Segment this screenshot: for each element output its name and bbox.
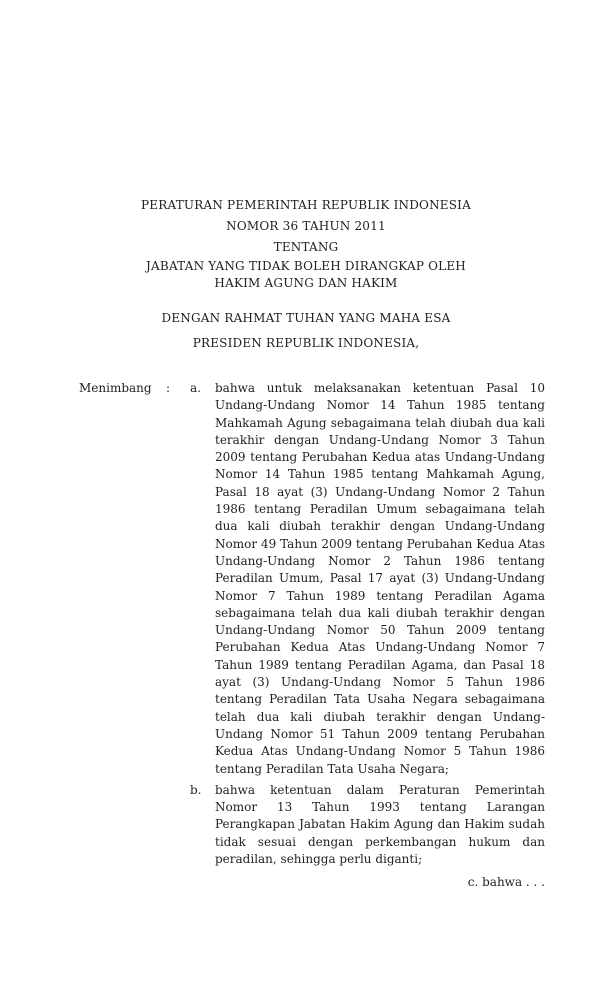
considerations-section (0, 380, 612, 868)
regulation-subject-line-1: JABATAN YANG TIDAK BOLEH DIRANGKAP OLEH (146, 259, 466, 273)
consideration-item-a (79, 380, 545, 778)
consideration-text-b: bahwa ketentuan dalam Peraturan Pemerintah Nomor 13 Tahun 1993 tentang Larangan Perangkapan Jabatan Hakim Agung dan Hakim sudah tidak sesuai dengan perkembangan hukum dan peradilan, sehingga perlu diganti; (215, 782, 545, 867)
consideration-text-a: bahwa untuk melaksanakan ketentuan Pasal 10 Undang-Undang Nomor 14 Tahun 1985 tentang Mahkamah Agung sebagaimana telah diubah dua kali terakhir dengan Undang-Undang Nomor 3 Tahun 2009 tentang Perubahan Kedua atas Undang-Undang Nomor 14 Tahun 1985 tentang Mahkamah Agung, Pasal 18 ayat (3) Undang-Undang Nomor 2 Tahun 1986 tentang Peradilan Umum sebagaimana telah dua kali diubah terakhir dengan Undang-Undang Nomor 49 Tahun 2009 tentang Perubahan Kedua Atas Undang-Undang Nomor 2 Tahun 1986 tentang Peradilan Umum, Pasal 17 ayat (3) Undang-Undang Nomor 7 Tahun 1989 tentang Peradilan Agama sebagaimana telah dua kali diubah terakhir dengan Undang-Undang Nomor 50 Tahun 2009 tentang Perubahan Kedua Atas Undang-Undang Nomor 7 Tahun 1989 tentang Peradilan Agama, dan Pasal 18 ayat (3) Undang-Undang Nomor 5 Tahun 1986 tentang Peradilan Tata Usaha Negara sebagaimana telah dua kali diubah terakhir dengan Undang-Undang Nomor 51 Tahun 2009 tentang Perubahan Kedua Atas Undang-Undang Nomor 5 Tahun 1986 tentang Peradilan Tata Usaha Negara; (215, 381, 545, 776)
page-catchword: c. bahwa . . . (467, 875, 545, 890)
consideration-marker-b: b. (190, 782, 202, 797)
considerations-separator: : (166, 381, 171, 395)
consideration-item-b (79, 782, 545, 868)
considerations-label: Menimbang (79, 381, 152, 395)
regulation-title-line: PERATURAN PEMERINTAH REPUBLIK INDONESIA (141, 198, 471, 212)
consideration-marker-a: a. (190, 381, 201, 395)
regulation-subject-line-2: HAKIM AGUNG DAN HAKIM (214, 276, 398, 290)
regulation-number-line: NOMOR 36 TAHUN 2011 (226, 219, 386, 233)
considerations-separator-spacer (166, 782, 190, 868)
considerations-label-spacer (79, 782, 166, 868)
authority-line: PRESIDEN REPUBLIK INDONESIA, (192, 336, 420, 350)
regulation-about-keyword: TENTANG (273, 240, 339, 254)
document-header (0, 0, 612, 352)
invocation-line: DENGAN RAHMAT TUHAN YANG MAHA ESA (161, 311, 451, 325)
